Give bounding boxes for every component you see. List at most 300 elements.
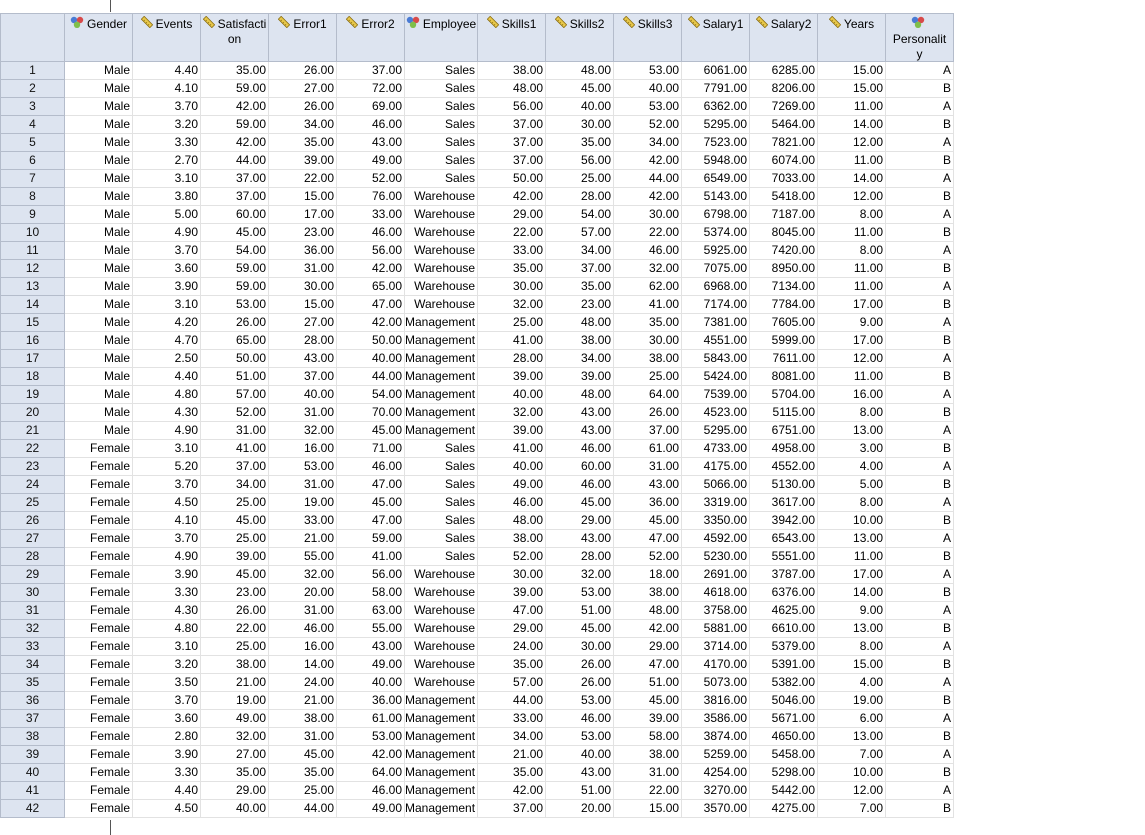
cell-error2[interactable]: 56.00 [337,565,405,583]
cell-years[interactable]: 15.00 [818,655,886,673]
cell-events[interactable]: 5.00 [133,205,201,223]
cell-error2[interactable]: 49.00 [337,151,405,169]
cell-satisfaction[interactable]: 57.00 [201,385,269,403]
cell-events[interactable]: 3.50 [133,673,201,691]
cell-gender[interactable]: Male [65,205,133,223]
cell-salary2[interactable]: 8206.00 [750,79,818,97]
cell-gender[interactable]: Male [65,403,133,421]
cell-satisfaction[interactable]: 25.00 [201,493,269,511]
cell-personality[interactable]: A [886,169,954,187]
cell-error2[interactable]: 41.00 [337,547,405,565]
cell-error1[interactable]: 39.00 [269,151,337,169]
cell-skills3[interactable]: 35.00 [614,313,682,331]
cell-satisfaction[interactable]: 49.00 [201,709,269,727]
cell-salary1[interactable]: 6798.00 [682,205,750,223]
cell-error2[interactable]: 45.00 [337,493,405,511]
cell-salary2[interactable]: 7187.00 [750,205,818,223]
cell-personality[interactable]: B [886,619,954,637]
cell-employee[interactable]: Warehouse [405,637,478,655]
cell-skills1[interactable]: 42.00 [478,781,546,799]
cell-skills3[interactable]: 36.00 [614,493,682,511]
cell-years[interactable]: 8.00 [818,637,886,655]
row-number[interactable]: 21 [1,421,65,439]
cell-salary2[interactable]: 7420.00 [750,241,818,259]
cell-satisfaction[interactable]: 25.00 [201,529,269,547]
cell-skills2[interactable]: 25.00 [546,169,614,187]
cell-skills2[interactable]: 48.00 [546,61,614,79]
cell-salary1[interactable]: 5424.00 [682,367,750,385]
cell-salary1[interactable]: 6968.00 [682,277,750,295]
cell-error1[interactable]: 31.00 [269,259,337,277]
cell-personality[interactable]: A [886,61,954,79]
cell-personality[interactable]: A [886,277,954,295]
row-number[interactable]: 17 [1,349,65,367]
cell-skills1[interactable]: 50.00 [478,169,546,187]
cell-skills1[interactable]: 38.00 [478,61,546,79]
cell-salary1[interactable]: 5259.00 [682,745,750,763]
cell-satisfaction[interactable]: 45.00 [201,223,269,241]
cell-employee[interactable]: Warehouse [405,277,478,295]
cell-employee[interactable]: Sales [405,115,478,133]
cell-events[interactable]: 4.50 [133,493,201,511]
cell-personality[interactable]: A [886,97,954,115]
cell-skills1[interactable]: 56.00 [478,97,546,115]
cell-salary2[interactable]: 5999.00 [750,331,818,349]
row-number[interactable]: 22 [1,439,65,457]
cell-satisfaction[interactable]: 27.00 [201,745,269,763]
cell-skills2[interactable]: 51.00 [546,781,614,799]
row-number[interactable]: 8 [1,187,65,205]
cell-events[interactable]: 4.80 [133,619,201,637]
cell-salary1[interactable]: 7523.00 [682,133,750,151]
cell-years[interactable]: 9.00 [818,313,886,331]
cell-skills2[interactable]: 32.00 [546,565,614,583]
cell-satisfaction[interactable]: 37.00 [201,457,269,475]
cell-salary2[interactable]: 3787.00 [750,565,818,583]
cell-salary2[interactable]: 3942.00 [750,511,818,529]
cell-satisfaction[interactable]: 59.00 [201,115,269,133]
cell-skills2[interactable]: 29.00 [546,511,614,529]
cell-satisfaction[interactable]: 38.00 [201,655,269,673]
cell-error1[interactable]: 32.00 [269,421,337,439]
cell-years[interactable]: 13.00 [818,727,886,745]
cell-satisfaction[interactable]: 22.00 [201,619,269,637]
cell-error2[interactable]: 40.00 [337,673,405,691]
row-number[interactable]: 27 [1,529,65,547]
cell-gender[interactable]: Female [65,475,133,493]
cell-years[interactable]: 14.00 [818,169,886,187]
cell-salary2[interactable]: 6285.00 [750,61,818,79]
cell-salary1[interactable]: 3758.00 [682,601,750,619]
cell-satisfaction[interactable]: 59.00 [201,277,269,295]
cell-events[interactable]: 4.40 [133,61,201,79]
cell-events[interactable]: 3.10 [133,295,201,313]
cell-personality[interactable]: B [886,151,954,169]
cell-events[interactable]: 3.70 [133,241,201,259]
cell-gender[interactable]: Female [65,655,133,673]
cell-personality[interactable]: B [886,259,954,277]
cell-error1[interactable]: 35.00 [269,133,337,151]
cell-events[interactable]: 3.10 [133,439,201,457]
cell-personality[interactable]: B [886,547,954,565]
row-number[interactable]: 9 [1,205,65,223]
cell-error2[interactable]: 33.00 [337,205,405,223]
cell-satisfaction[interactable]: 54.00 [201,241,269,259]
cell-error2[interactable]: 43.00 [337,637,405,655]
cell-gender[interactable]: Female [65,529,133,547]
cell-gender[interactable]: Female [65,637,133,655]
cell-events[interactable]: 4.90 [133,421,201,439]
cell-error2[interactable]: 47.00 [337,475,405,493]
cell-salary1[interactable]: 7075.00 [682,259,750,277]
cell-skills1[interactable]: 38.00 [478,529,546,547]
cell-years[interactable]: 14.00 [818,583,886,601]
cell-personality[interactable]: B [886,223,954,241]
cell-gender[interactable]: Female [65,583,133,601]
cell-salary2[interactable]: 7784.00 [750,295,818,313]
cell-gender[interactable]: Female [65,547,133,565]
cell-personality[interactable]: B [886,727,954,745]
cell-skills2[interactable]: 45.00 [546,79,614,97]
cell-error1[interactable]: 26.00 [269,97,337,115]
cell-years[interactable]: 4.00 [818,457,886,475]
cell-personality[interactable]: A [886,313,954,331]
cell-skills2[interactable]: 60.00 [546,457,614,475]
cell-skills2[interactable]: 35.00 [546,133,614,151]
cell-personality[interactable]: A [886,421,954,439]
cell-satisfaction[interactable]: 42.00 [201,133,269,151]
cell-salary1[interactable]: 7539.00 [682,385,750,403]
row-number[interactable]: 26 [1,511,65,529]
column-header-salary1[interactable] [682,14,750,62]
cell-salary1[interactable]: 5230.00 [682,547,750,565]
cell-salary2[interactable]: 6074.00 [750,151,818,169]
cell-gender[interactable]: Male [65,187,133,205]
cell-events[interactable]: 4.50 [133,799,201,817]
cell-employee[interactable]: Sales [405,169,478,187]
cell-satisfaction[interactable]: 59.00 [201,79,269,97]
cell-years[interactable]: 8.00 [818,205,886,223]
cell-gender[interactable]: Female [65,493,133,511]
cell-employee[interactable]: Warehouse [405,295,478,313]
cell-skills1[interactable]: 48.00 [478,511,546,529]
cell-satisfaction[interactable]: 37.00 [201,169,269,187]
cell-employee[interactable]: Management [405,385,478,403]
cell-personality[interactable]: A [886,385,954,403]
column-header-error2[interactable] [337,14,405,62]
cell-salary2[interactable]: 7821.00 [750,133,818,151]
cell-personality[interactable]: A [886,565,954,583]
cell-skills1[interactable]: 34.00 [478,727,546,745]
cell-skills2[interactable]: 57.00 [546,223,614,241]
cell-skills3[interactable]: 48.00 [614,601,682,619]
cell-skills3[interactable]: 25.00 [614,367,682,385]
cell-events[interactable]: 2.80 [133,727,201,745]
cell-employee[interactable]: Sales [405,493,478,511]
cell-years[interactable]: 13.00 [818,529,886,547]
cell-skills1[interactable]: 33.00 [478,709,546,727]
cell-salary1[interactable]: 5143.00 [682,187,750,205]
cell-salary1[interactable]: 6549.00 [682,169,750,187]
cell-personality[interactable]: B [886,511,954,529]
cell-employee[interactable]: Sales [405,511,478,529]
row-number[interactable]: 10 [1,223,65,241]
cell-years[interactable]: 8.00 [818,403,886,421]
cell-employee[interactable]: Management [405,349,478,367]
cell-skills1[interactable]: 41.00 [478,439,546,457]
cell-employee[interactable]: Warehouse [405,565,478,583]
cell-skills2[interactable]: 34.00 [546,349,614,367]
cell-skills2[interactable]: 26.00 [546,655,614,673]
row-number[interactable]: 24 [1,475,65,493]
cell-salary1[interactable]: 6362.00 [682,97,750,115]
row-number[interactable]: 4 [1,115,65,133]
cell-skills2[interactable]: 56.00 [546,151,614,169]
cell-error1[interactable]: 21.00 [269,529,337,547]
cell-employee[interactable]: Management [405,727,478,745]
cell-skills3[interactable]: 62.00 [614,277,682,295]
cell-error2[interactable]: 43.00 [337,133,405,151]
cell-salary1[interactable]: 5881.00 [682,619,750,637]
cell-skills3[interactable]: 43.00 [614,475,682,493]
cell-salary1[interactable]: 4592.00 [682,529,750,547]
cell-skills3[interactable]: 29.00 [614,637,682,655]
cell-skills3[interactable]: 47.00 [614,529,682,547]
cell-skills3[interactable]: 40.00 [614,79,682,97]
cell-skills3[interactable]: 46.00 [614,241,682,259]
cell-years[interactable]: 11.00 [818,547,886,565]
row-number[interactable]: 19 [1,385,65,403]
cell-employee[interactable]: Warehouse [405,583,478,601]
cell-salary2[interactable]: 5418.00 [750,187,818,205]
cell-events[interactable]: 4.10 [133,511,201,529]
cell-salary2[interactable]: 7605.00 [750,313,818,331]
cell-employee[interactable]: Management [405,745,478,763]
cell-satisfaction[interactable]: 44.00 [201,151,269,169]
cell-error1[interactable]: 31.00 [269,403,337,421]
cell-gender[interactable]: Male [65,367,133,385]
cell-skills1[interactable]: 41.00 [478,331,546,349]
cell-skills2[interactable]: 23.00 [546,295,614,313]
cell-years[interactable]: 10.00 [818,763,886,781]
cell-gender[interactable]: Male [65,385,133,403]
cell-years[interactable]: 3.00 [818,439,886,457]
cell-error1[interactable]: 15.00 [269,187,337,205]
cell-skills2[interactable]: 45.00 [546,493,614,511]
cell-satisfaction[interactable]: 29.00 [201,781,269,799]
cell-skills2[interactable]: 34.00 [546,241,614,259]
cell-years[interactable]: 13.00 [818,421,886,439]
cell-skills2[interactable]: 46.00 [546,439,614,457]
cell-skills2[interactable]: 26.00 [546,673,614,691]
cell-personality[interactable]: A [886,241,954,259]
cell-error2[interactable]: 71.00 [337,439,405,457]
cell-error1[interactable]: 53.00 [269,457,337,475]
cell-events[interactable]: 3.10 [133,169,201,187]
cell-satisfaction[interactable]: 59.00 [201,259,269,277]
cell-skills3[interactable]: 41.00 [614,295,682,313]
cell-years[interactable]: 7.00 [818,745,886,763]
cell-skills1[interactable]: 40.00 [478,457,546,475]
row-number[interactable]: 6 [1,151,65,169]
cell-skills1[interactable]: 49.00 [478,475,546,493]
cell-error1[interactable]: 36.00 [269,241,337,259]
cell-personality[interactable]: A [886,349,954,367]
cell-gender[interactable]: Female [65,457,133,475]
cell-satisfaction[interactable]: 34.00 [201,475,269,493]
cell-employee[interactable]: Sales [405,457,478,475]
cell-error2[interactable]: 46.00 [337,223,405,241]
cell-salary1[interactable]: 7174.00 [682,295,750,313]
cell-error2[interactable]: 56.00 [337,241,405,259]
cell-skills1[interactable]: 52.00 [478,547,546,565]
cell-skills3[interactable]: 38.00 [614,349,682,367]
cell-salary2[interactable]: 6751.00 [750,421,818,439]
cell-salary2[interactable]: 5298.00 [750,763,818,781]
row-number[interactable]: 35 [1,673,65,691]
row-number[interactable]: 14 [1,295,65,313]
cell-salary1[interactable]: 5073.00 [682,673,750,691]
cell-personality[interactable]: A [886,673,954,691]
cell-error2[interactable]: 44.00 [337,367,405,385]
cell-skills3[interactable]: 18.00 [614,565,682,583]
cell-personality[interactable]: B [886,655,954,673]
cell-salary2[interactable]: 6610.00 [750,619,818,637]
cell-salary2[interactable]: 5115.00 [750,403,818,421]
cell-salary2[interactable]: 4958.00 [750,439,818,457]
cell-employee[interactable]: Warehouse [405,673,478,691]
cell-gender[interactable]: Male [65,223,133,241]
cell-error1[interactable]: 23.00 [269,223,337,241]
row-number[interactable]: 25 [1,493,65,511]
cell-personality[interactable]: A [886,601,954,619]
column-header-error1[interactable] [269,14,337,62]
cell-personality[interactable]: B [886,331,954,349]
cell-skills2[interactable]: 45.00 [546,619,614,637]
cell-error2[interactable]: 55.00 [337,619,405,637]
cell-salary2[interactable]: 5551.00 [750,547,818,565]
cell-years[interactable]: 17.00 [818,295,886,313]
row-number[interactable]: 16 [1,331,65,349]
cell-salary2[interactable]: 5671.00 [750,709,818,727]
cell-skills1[interactable]: 30.00 [478,565,546,583]
row-number[interactable]: 11 [1,241,65,259]
cell-salary2[interactable]: 8045.00 [750,223,818,241]
cell-error1[interactable]: 28.00 [269,331,337,349]
cell-events[interactable]: 4.70 [133,331,201,349]
cell-skills1[interactable]: 30.00 [478,277,546,295]
cell-skills3[interactable]: 34.00 [614,133,682,151]
cell-years[interactable]: 10.00 [818,511,886,529]
cell-skills2[interactable]: 46.00 [546,709,614,727]
row-number[interactable]: 32 [1,619,65,637]
cell-events[interactable]: 2.70 [133,151,201,169]
cell-skills3[interactable]: 22.00 [614,223,682,241]
cell-salary2[interactable]: 7134.00 [750,277,818,295]
cell-skills2[interactable]: 53.00 [546,583,614,601]
cell-error2[interactable]: 37.00 [337,61,405,79]
cell-skills2[interactable]: 48.00 [546,385,614,403]
cell-events[interactable]: 3.60 [133,259,201,277]
cell-employee[interactable]: Management [405,709,478,727]
cell-events[interactable]: 4.90 [133,223,201,241]
row-number[interactable]: 38 [1,727,65,745]
cell-error1[interactable]: 30.00 [269,277,337,295]
cell-personality[interactable]: B [886,187,954,205]
cell-error1[interactable]: 25.00 [269,781,337,799]
row-number[interactable]: 41 [1,781,65,799]
cell-gender[interactable]: Female [65,601,133,619]
cell-skills2[interactable]: 43.00 [546,529,614,547]
cell-years[interactable]: 11.00 [818,259,886,277]
cell-satisfaction[interactable]: 42.00 [201,97,269,115]
cell-error1[interactable]: 16.00 [269,439,337,457]
row-number[interactable]: 13 [1,277,65,295]
cell-skills3[interactable]: 31.00 [614,763,682,781]
cell-error1[interactable]: 37.00 [269,367,337,385]
cell-salary2[interactable]: 5130.00 [750,475,818,493]
cell-error1[interactable]: 26.00 [269,61,337,79]
cell-error1[interactable]: 32.00 [269,565,337,583]
cell-skills1[interactable]: 35.00 [478,259,546,277]
cell-error2[interactable]: 36.00 [337,691,405,709]
cell-salary2[interactable]: 3617.00 [750,493,818,511]
cell-skills1[interactable]: 46.00 [478,493,546,511]
cell-satisfaction[interactable]: 50.00 [201,349,269,367]
cell-employee[interactable]: Warehouse [405,205,478,223]
cell-personality[interactable]: A [886,745,954,763]
cell-years[interactable]: 19.00 [818,691,886,709]
cell-salary1[interactable]: 3270.00 [682,781,750,799]
cell-skills1[interactable]: 35.00 [478,763,546,781]
cell-satisfaction[interactable]: 41.00 [201,439,269,457]
cell-events[interactable]: 3.70 [133,529,201,547]
cell-employee[interactable]: Warehouse [405,223,478,241]
cell-skills1[interactable]: 37.00 [478,115,546,133]
cell-personality[interactable]: A [886,205,954,223]
column-header-personality[interactable] [886,14,954,62]
corner-cell[interactable] [1,14,65,62]
cell-error2[interactable]: 45.00 [337,421,405,439]
cell-salary1[interactable]: 6061.00 [682,61,750,79]
row-number[interactable]: 15 [1,313,65,331]
cell-events[interactable]: 3.30 [133,583,201,601]
cell-salary1[interactable]: 4254.00 [682,763,750,781]
cell-error2[interactable]: 47.00 [337,511,405,529]
cell-salary2[interactable]: 6376.00 [750,583,818,601]
cell-salary1[interactable]: 4523.00 [682,403,750,421]
cell-skills3[interactable]: 42.00 [614,151,682,169]
cell-error2[interactable]: 54.00 [337,385,405,403]
cell-years[interactable]: 14.00 [818,115,886,133]
cell-skills3[interactable]: 44.00 [614,169,682,187]
cell-years[interactable]: 15.00 [818,61,886,79]
cell-events[interactable]: 4.20 [133,313,201,331]
cell-error1[interactable]: 46.00 [269,619,337,637]
cell-error2[interactable]: 46.00 [337,115,405,133]
cell-events[interactable]: 3.90 [133,277,201,295]
cell-salary2[interactable]: 5391.00 [750,655,818,673]
column-header-years[interactable] [818,14,886,62]
cell-error2[interactable]: 63.00 [337,601,405,619]
cell-satisfaction[interactable]: 60.00 [201,205,269,223]
cell-skills1[interactable]: 29.00 [478,619,546,637]
cell-employee[interactable]: Management [405,691,478,709]
cell-employee[interactable]: Warehouse [405,655,478,673]
row-number[interactable]: 40 [1,763,65,781]
cell-skills3[interactable]: 38.00 [614,745,682,763]
cell-satisfaction[interactable]: 45.00 [201,565,269,583]
